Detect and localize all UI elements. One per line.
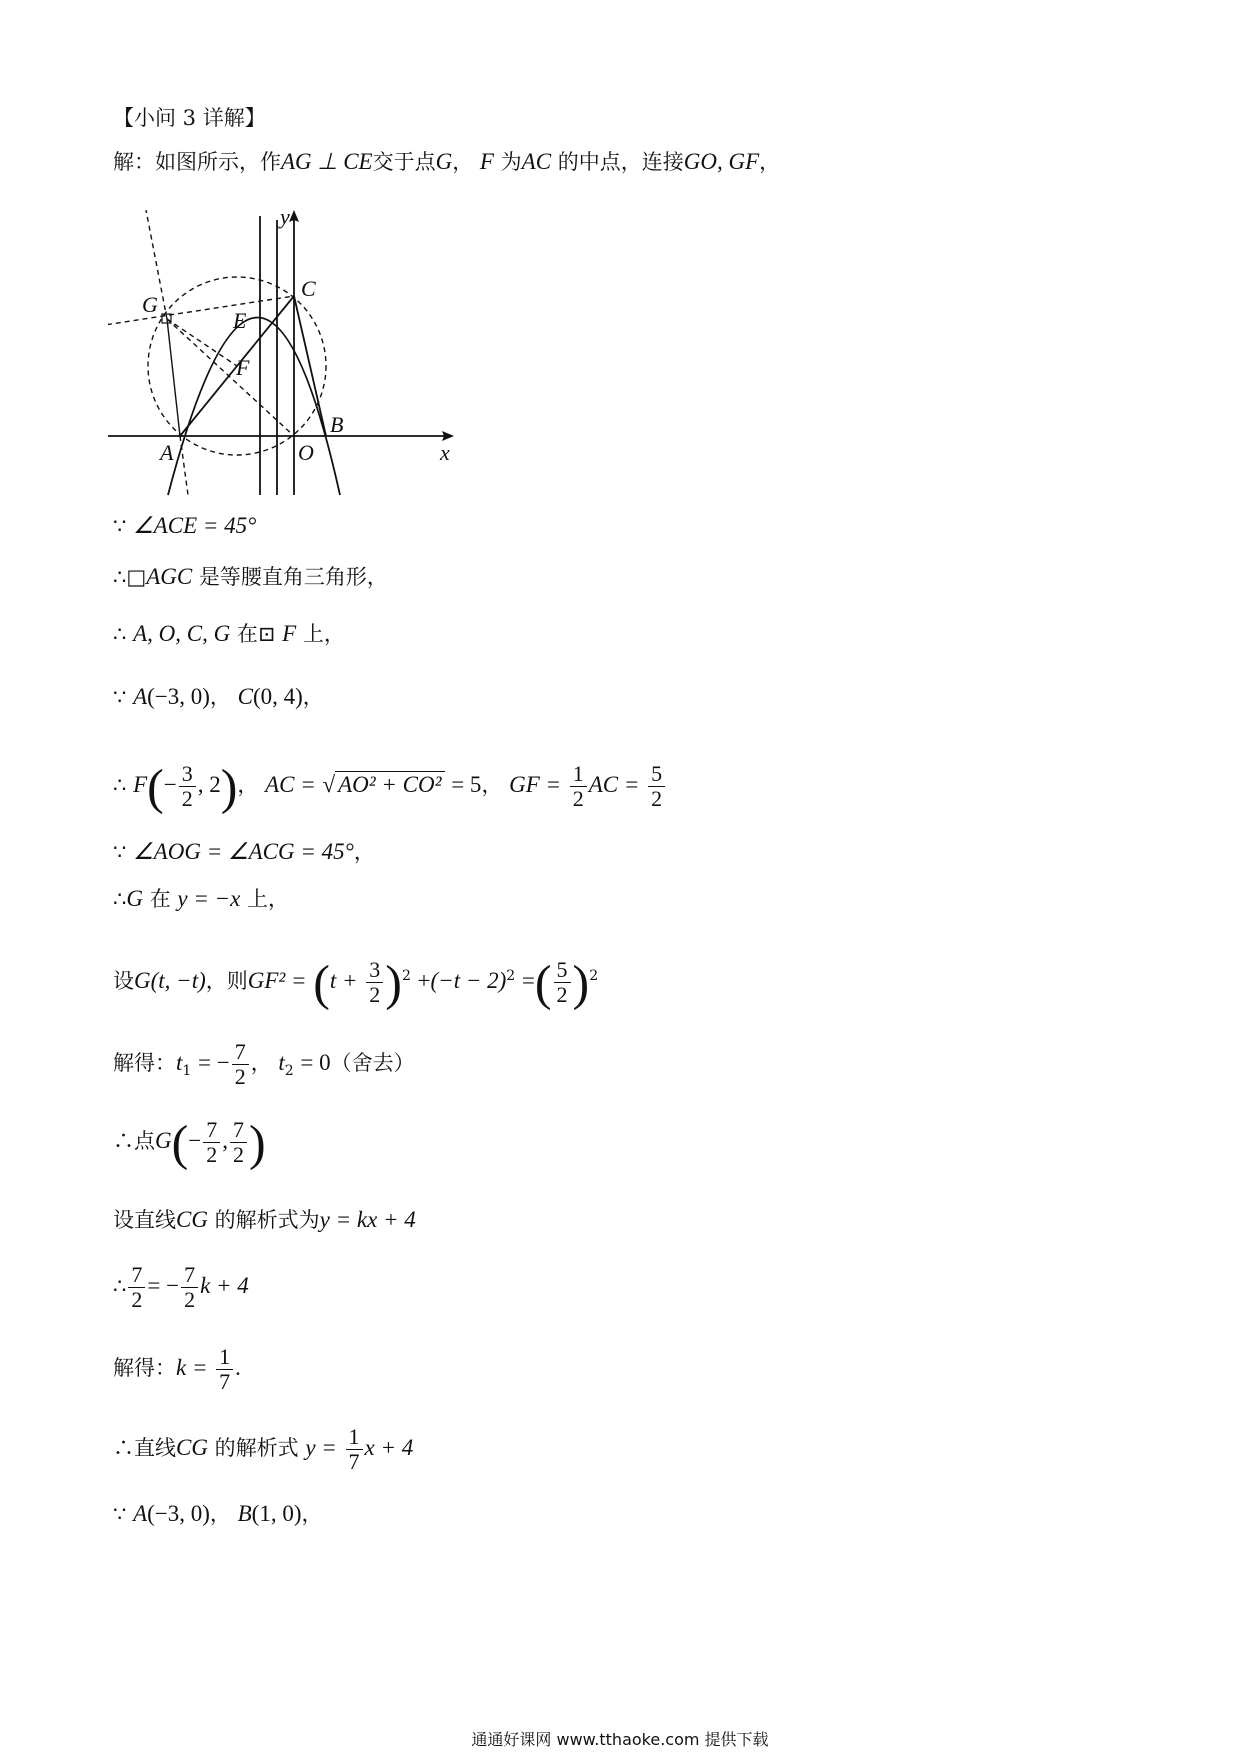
line-14: ∴直线CG 的解析式 y = $\frac{1}{7}$ x + 4 bbox=[113, 1424, 414, 1474]
label-y: y bbox=[280, 210, 290, 229]
geometry-figure bbox=[108, 210, 468, 500]
label-G: G bbox=[142, 292, 158, 317]
label-E: E bbox=[233, 308, 247, 333]
label-C: C bbox=[301, 276, 316, 301]
line-12: ∴ $\frac{7}{2}$ = − $\frac{7}{2}$ k + 4 bbox=[113, 1262, 249, 1312]
line-1: ∵ ∠ACE = 45° bbox=[113, 513, 257, 538]
line-GO bbox=[167, 319, 294, 436]
line-10: ∴点G(− $\frac{7}{2}$ , $\frac{7}{2}$ ) bbox=[113, 1114, 266, 1171]
section-heading: 【小问 3 详解】 bbox=[113, 106, 266, 130]
segment-AG bbox=[167, 319, 180, 436]
label-B: B bbox=[330, 412, 344, 437]
line-2: ∴□AGC 是等腰直角三角形， bbox=[113, 564, 388, 589]
line-13: 解得：k = $\frac{1}{7}$ . bbox=[113, 1344, 241, 1394]
line-5: ∴ F(− $\frac{3}{2}$ , 2)， AC = √ AO² + CO² = 5， GF = $\frac{1}{2}$ AC = $\frac{5}{2}$ bbox=[113, 755, 667, 815]
label-x: x bbox=[440, 440, 450, 465]
line-9: 解得：$t_1$ = − $\frac{7}{2}$ ， $t_2 = 0$（舍去） bbox=[113, 1039, 415, 1089]
line-11: 设直线CG 的解析式为y = kx + 4 bbox=[113, 1207, 416, 1232]
label-F: F bbox=[236, 355, 250, 380]
line-15: ∵ A(−3, 0)， B(1, 0)， bbox=[113, 1501, 323, 1526]
segment-CB bbox=[294, 296, 326, 436]
line-6: ∵ ∠AOG = ∠ACG = 45°， bbox=[113, 839, 375, 864]
intro-line: 解：如图所示，作AG ⊥ CE交于点G， F 为AC 的中点，连接GO, GF， bbox=[113, 149, 781, 174]
line-GF bbox=[167, 319, 237, 366]
label-O: O bbox=[298, 440, 314, 465]
label-A: A bbox=[160, 440, 174, 465]
line-4: ∵ A(−3, 0)， C(0, 4)， bbox=[113, 684, 324, 709]
line-through-A-lower bbox=[180, 436, 188, 495]
line-7: ∴G 在 y = −x 上， bbox=[113, 886, 290, 911]
line-GC-extended bbox=[108, 296, 294, 326]
line-3: ∴ A, O, C, G 在⊡ F 上， bbox=[113, 621, 345, 646]
page-footer: 通通好课网 www.tthaoke.com 提供下载 bbox=[471, 1730, 769, 1749]
line-8: 设G(t, −t)，则GF² = (t + $\frac{3}{2}$ )$^2 +(-t - 2)^2$ =( $\frac{5}{2}$ )$^2$ bbox=[113, 954, 599, 1011]
